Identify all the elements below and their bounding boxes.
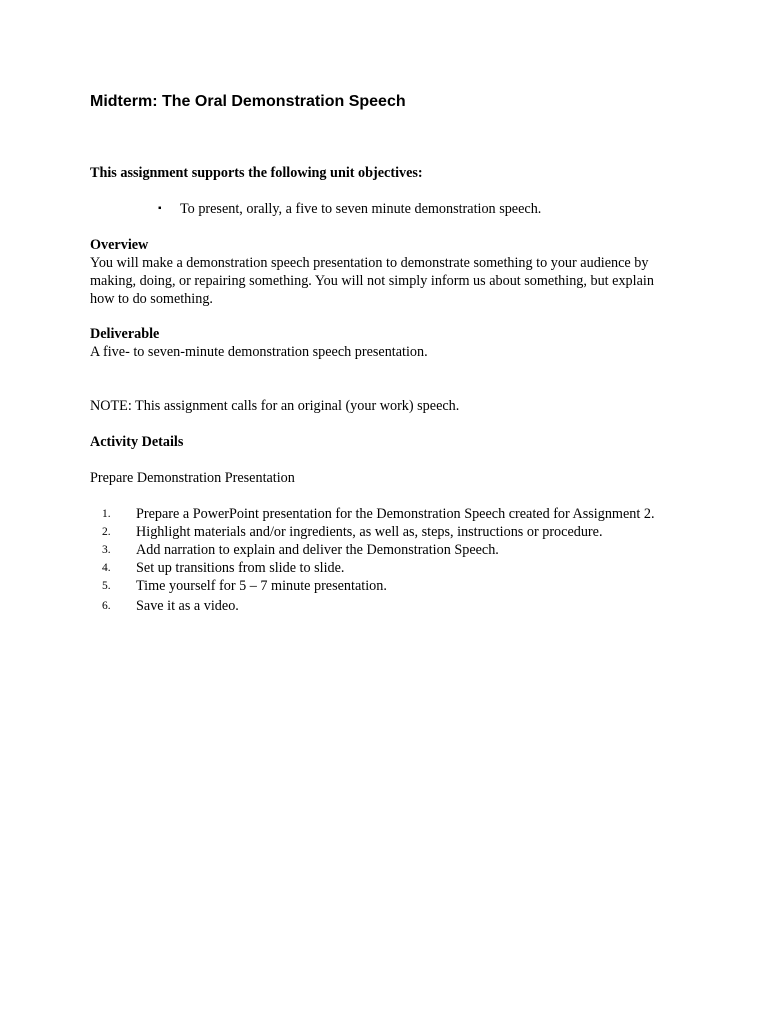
overview-body: You will make a demonstration speech presentation to demonstrate something to your audience by making, doing, or repairing something. You will not simply inform us about something, but explain how to do something.: [90, 255, 654, 307]
step-number: [90, 505, 136, 523]
overview-heading: Overview: [90, 237, 149, 253]
list-item: [90, 577, 690, 595]
deliverable-body: A five- to seven-minute demonstration speech presentation.: [90, 344, 428, 360]
step-number-text: 5.: [102, 580, 111, 592]
list-item: [90, 541, 690, 559]
step-number-text: 6.: [102, 600, 111, 612]
bullet-icon: ▪: [158, 203, 162, 214]
list-item: [90, 559, 690, 577]
list-item: [90, 597, 690, 615]
objective-text: To present, orally, a five to seven minute demonstration speech.: [180, 201, 542, 217]
step-number: [90, 597, 136, 615]
activity-heading: Activity Details: [90, 434, 184, 450]
step-number: [90, 577, 136, 595]
activity-intro: Prepare Demonstration Presentation: [90, 470, 295, 486]
step-text: Add narration to explain and deliver the Demonstration Speech.: [136, 542, 499, 558]
step-text: Highlight materials and/or ingredients, as well as, steps, instructions or procedure.: [136, 524, 603, 540]
list-item: [90, 523, 690, 541]
overview-section: [90, 236, 680, 308]
deliverable-heading: Deliverable: [90, 326, 160, 342]
step-number: [90, 559, 136, 577]
objective-item: [158, 200, 541, 218]
step-number: [90, 523, 136, 541]
step-number-text: 4.: [102, 562, 111, 574]
step-text: Prepare a PowerPoint presentation for the Demonstration Speech created for Assignment 2.: [136, 506, 655, 522]
step-number-text: 2.: [102, 526, 111, 538]
step-number-text: 3.: [102, 544, 111, 556]
list-item: [90, 505, 690, 523]
step-number-text: 1.: [102, 508, 111, 520]
step-text: Set up transitions from slide to slide.: [136, 560, 345, 576]
steps-list: [90, 505, 690, 615]
document-title: Midterm: The Oral Demonstration Speech: [90, 93, 406, 110]
objectives-heading: This assignment supports the following unit objectives:: [90, 165, 423, 181]
step-text: Save it as a video.: [136, 598, 239, 614]
step-number: [90, 541, 136, 559]
deliverable-section: [90, 325, 680, 361]
step-text: Time yourself for 5 – 7 minute presentation.: [136, 578, 387, 594]
note-text: NOTE: This assignment calls for an original (your work) speech.: [90, 398, 460, 414]
